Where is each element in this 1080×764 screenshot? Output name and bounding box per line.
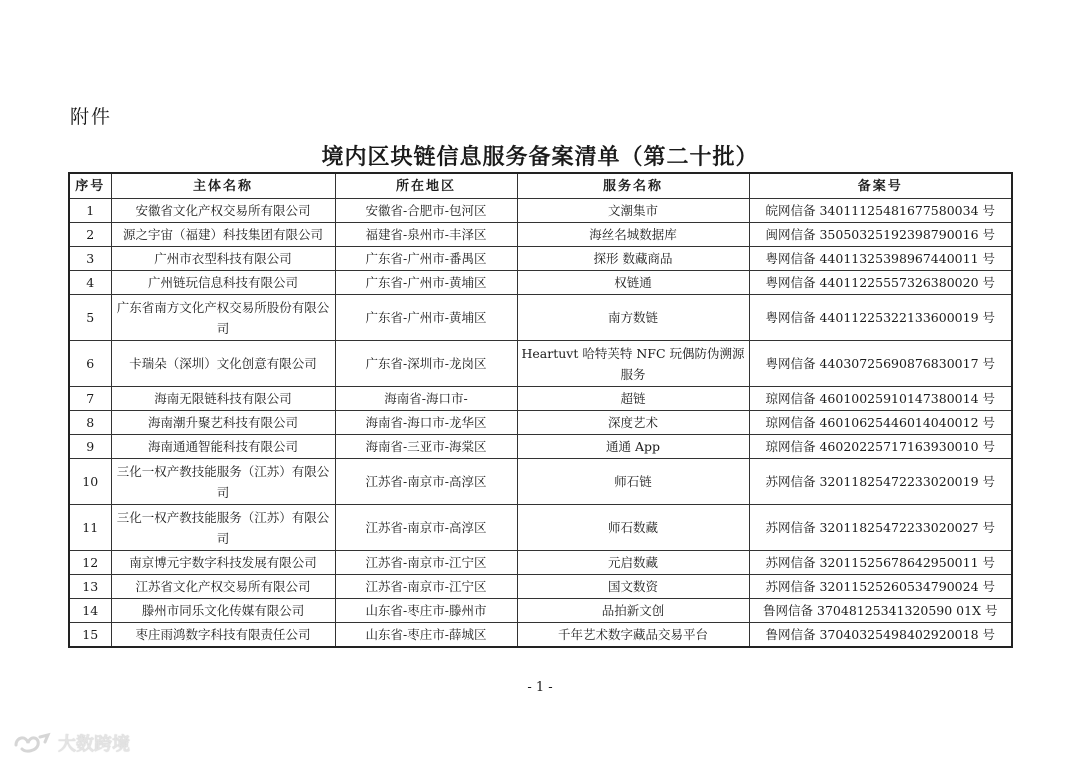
- cell-seq: 8: [69, 411, 111, 435]
- registry-table: [68, 172, 1013, 648]
- cell-service: 海丝名城数据库: [517, 223, 749, 247]
- cell-seq: 9: [69, 435, 111, 459]
- cell-record: 皖网信备 34011125481677580034 号: [749, 199, 1012, 223]
- cell-seq: 3: [69, 247, 111, 271]
- cell-region: 海南省-海口市-龙华区: [335, 411, 517, 435]
- cell-region: 江苏省-南京市-高淳区: [335, 505, 517, 551]
- cell-seq: 5: [69, 295, 111, 341]
- cell-service: 权链通: [517, 271, 749, 295]
- document-title: 境内区块链信息服务备案清单（第二十批）: [321, 144, 759, 170]
- cell-service: 国文数资: [517, 575, 749, 599]
- table-row: [69, 295, 1012, 341]
- table-row: [69, 199, 1012, 223]
- cell-region: 福建省-泉州市-丰泽区: [335, 223, 517, 247]
- header-service: 服务名称: [517, 173, 749, 199]
- table-row: [69, 435, 1012, 459]
- page-number: - 1 -: [527, 680, 553, 695]
- cell-seq: 14: [69, 599, 111, 623]
- cell-region: 海南省-三亚市-海棠区: [335, 435, 517, 459]
- cell-service: 探形 数藏商品: [517, 247, 749, 271]
- attachment-label: 附件: [70, 106, 113, 128]
- cell-seq: 1: [69, 199, 111, 223]
- cell-region: 江苏省-南京市-高淳区: [335, 459, 517, 505]
- cell-region: 江苏省-南京市-江宁区: [335, 575, 517, 599]
- cell-service: 文潮集市: [517, 199, 749, 223]
- cell-record: 苏网信备 32011825472233020027 号: [749, 505, 1012, 551]
- table-row: [69, 271, 1012, 295]
- cell-record: 琼网信备 46010025910147380014 号: [749, 387, 1012, 411]
- cell-entity: 滕州市同乐文化传媒有限公司: [111, 599, 335, 623]
- cell-region: 海南省-海口市-: [335, 387, 517, 411]
- cell-region: 广东省-深圳市-龙岗区: [335, 341, 517, 387]
- cell-service: 深度艺术: [517, 411, 749, 435]
- cell-entity: 安徽省文化产权交易所有限公司: [111, 199, 335, 223]
- cell-record: 琼网信备 46010625446014040012 号: [749, 411, 1012, 435]
- cell-record: 琼网信备 46020225717163930010 号: [749, 435, 1012, 459]
- cell-seq: 13: [69, 575, 111, 599]
- cell-service: 元启数藏: [517, 551, 749, 575]
- cell-seq: 10: [69, 459, 111, 505]
- cell-entity: 三化一权产教技能服务（江苏）有限公司: [111, 505, 335, 551]
- cell-service: 超链: [517, 387, 749, 411]
- cell-record: 粤网信备 44011325398967440011 号: [749, 247, 1012, 271]
- cell-region: 山东省-枣庄市-滕州市: [335, 599, 517, 623]
- table-row: [69, 459, 1012, 505]
- cell-seq: 12: [69, 551, 111, 575]
- table-row: [69, 599, 1012, 623]
- table-row: [69, 341, 1012, 387]
- cell-region: 山东省-枣庄市-薛城区: [335, 623, 517, 648]
- table-row: [69, 575, 1012, 599]
- cell-entity: 卡瑞朵（深圳）文化创意有限公司: [111, 341, 335, 387]
- cell-record: 粤网信备 44011225322133600019 号: [749, 295, 1012, 341]
- brand-logo-icon: [12, 731, 52, 755]
- cell-entity: 枣庄雨鸿数字科技有限责任公司: [111, 623, 335, 648]
- cell-record: 鲁网信备 37040325498402920018 号: [749, 623, 1012, 648]
- cell-region: 江苏省-南京市-江宁区: [335, 551, 517, 575]
- cell-record: 鲁网信备 37048125341320590 01X 号: [749, 599, 1012, 623]
- cell-record: 粤网信备 44011225557326380020 号: [749, 271, 1012, 295]
- cell-service: 通通 App: [517, 435, 749, 459]
- cell-entity: 海南无限链科技有限公司: [111, 387, 335, 411]
- table-row: [69, 551, 1012, 575]
- header-region: 所在地区: [335, 173, 517, 199]
- table-header-row: [69, 173, 1012, 199]
- table-row: [69, 505, 1012, 551]
- cell-seq: 6: [69, 341, 111, 387]
- cell-service: Heartuvt 哈特芙特 NFC 玩偶防伪溯源服务: [517, 341, 749, 387]
- cell-entity: 南京博元宇数字科技发展有限公司: [111, 551, 335, 575]
- cell-seq: 2: [69, 223, 111, 247]
- cell-entity: 源之宇宙（福建）科技集团有限公司: [111, 223, 335, 247]
- cell-service: 品拍新文创: [517, 599, 749, 623]
- cell-record: 苏网信备 32011525678642950011 号: [749, 551, 1012, 575]
- table-row: [69, 387, 1012, 411]
- cell-entity: 海南通通智能科技有限公司: [111, 435, 335, 459]
- cell-seq: 15: [69, 623, 111, 648]
- cell-region: 广东省-广州市-黄埔区: [335, 295, 517, 341]
- cell-service: 南方数链: [517, 295, 749, 341]
- header-seq: 序号: [69, 173, 111, 199]
- cell-record: 苏网信备 32011825472233020019 号: [749, 459, 1012, 505]
- cell-record: 闽网信备 35050325192398790016 号: [749, 223, 1012, 247]
- table-row: [69, 623, 1012, 648]
- table-row: [69, 411, 1012, 435]
- cell-entity: 广东省南方文化产权交易所股份有限公司: [111, 295, 335, 341]
- header-record: 备案号: [749, 173, 1012, 199]
- cell-seq: 7: [69, 387, 111, 411]
- cell-entity: 广州链玩信息科技有限公司: [111, 271, 335, 295]
- cell-region: 广东省-广州市-番禺区: [335, 247, 517, 271]
- watermark-text: 大数跨境: [58, 734, 130, 755]
- cell-service: 师石链: [517, 459, 749, 505]
- cell-record: 苏网信备 32011525260534790024 号: [749, 575, 1012, 599]
- cell-seq: 4: [69, 271, 111, 295]
- cell-service: 师石数藏: [517, 505, 749, 551]
- cell-service: 千年艺术数字藏品交易平台: [517, 623, 749, 648]
- cell-region: 广东省-广州市-黄埔区: [335, 271, 517, 295]
- table-row: [69, 223, 1012, 247]
- cell-entity: 广州市衣型科技有限公司: [111, 247, 335, 271]
- cell-entity: 江苏省文化产权交易所有限公司: [111, 575, 335, 599]
- cell-entity: 海南潮升聚艺科技有限公司: [111, 411, 335, 435]
- header-entity: 主体名称: [111, 173, 335, 199]
- table-row: [69, 247, 1012, 271]
- cell-seq: 11: [69, 505, 111, 551]
- cell-region: 安徽省-合肥市-包河区: [335, 199, 517, 223]
- cell-entity: 三化一权产教技能服务（江苏）有限公司: [111, 459, 335, 505]
- watermark: [12, 730, 130, 756]
- cell-record: 粤网信备 44030725690876830017 号: [749, 341, 1012, 387]
